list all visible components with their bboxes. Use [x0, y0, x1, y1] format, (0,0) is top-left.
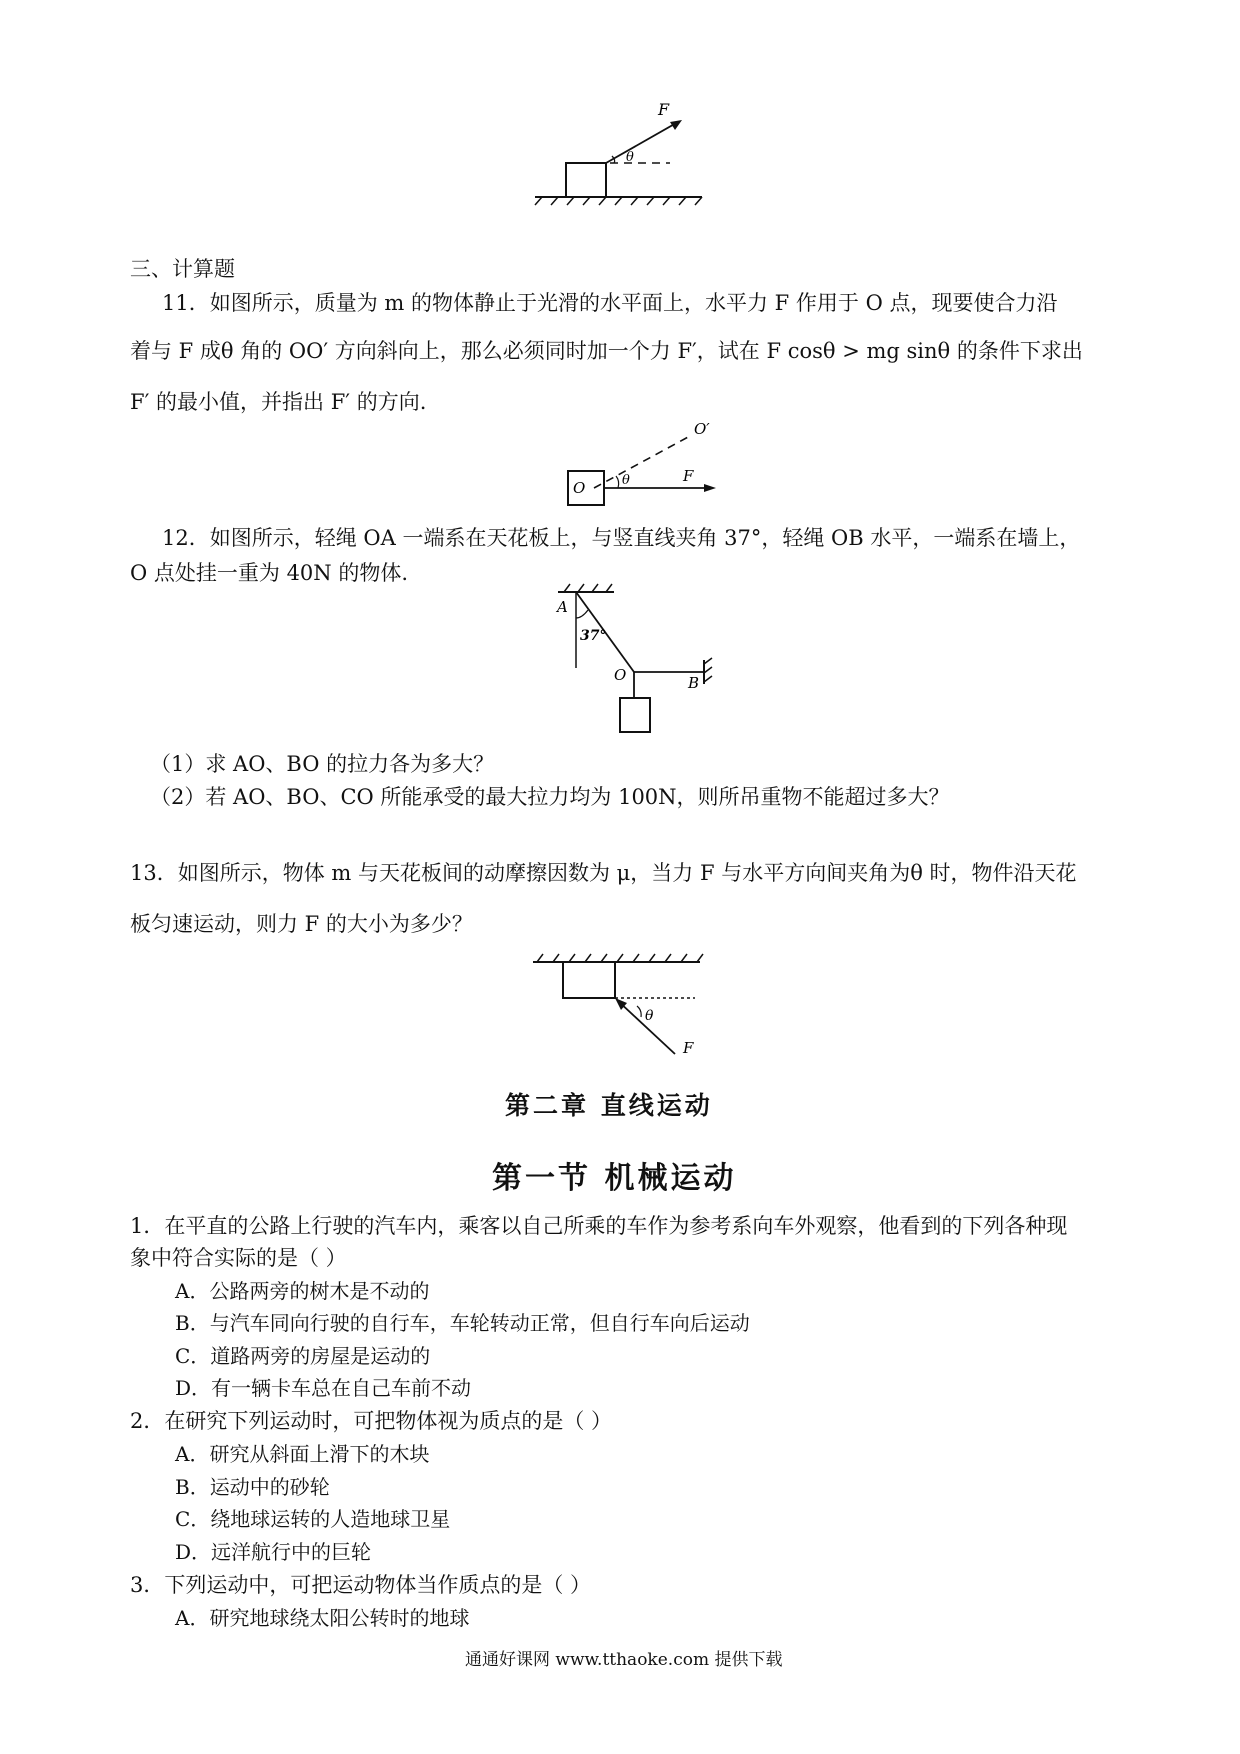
mc1-stem-line2: 象中符合实际的是（ ）	[130, 1246, 347, 1270]
mc2-option-b: B．运动中的砂轮	[175, 1475, 330, 1499]
mc1-option-b: B．与汽车同向行驶的自行车，车轮转动正常，但自行车向后运动	[175, 1311, 750, 1335]
label-angle: 37°	[580, 628, 607, 644]
label-f: F	[658, 100, 670, 119]
section-title-calculation: 三、计算题	[130, 257, 235, 281]
q13-line1: 13．如图所示，物体 m 与天花板间的动摩擦因数为 μ，当力 F 与水平方向间夹角为θ 时，物件沿天花	[130, 861, 1077, 885]
label-theta: θ	[622, 473, 630, 488]
mc1-option-d: D．有一辆卡车总在自己车前不动	[175, 1376, 472, 1400]
q12-line2: O 点处挂一重为 40N 的物体.	[130, 561, 409, 585]
q12-sub1: （1）求 AO、BO 的拉力各为多大？	[150, 752, 495, 776]
mc3-stem: 3．下列运动中，可把运动物体当作质点的是（ ）	[130, 1573, 592, 1597]
figure-q12	[550, 580, 730, 740]
q12-sub2: （2）若 AO、BO、CO 所能承受的最大拉力均为 100N，则所吊重物不能超过多大？	[150, 785, 950, 809]
chapter-title: 第二章 直线运动	[505, 1091, 713, 1120]
label-theta: θ	[645, 1008, 654, 1024]
label-f: F	[683, 467, 694, 485]
mc1-option-a: A．公路两旁的树木是不动的	[175, 1279, 430, 1303]
mc2-option-d: D．远洋航行中的巨轮	[175, 1540, 372, 1564]
q11-line3: F′ 的最小值，并指出 F′ 的方向.	[130, 390, 427, 414]
label-o: O	[614, 666, 627, 684]
mc2-option-c: C．绕地球运转的人造地球卫星	[175, 1507, 451, 1531]
figure-block-pulled	[530, 100, 710, 210]
label-f: F	[683, 1039, 694, 1057]
figure-q13	[525, 950, 705, 1060]
mc2-option-a: A．研究从斜面上滑下的木块	[175, 1442, 430, 1466]
mc2-stem: 2．在研究下列运动时，可把物体视为质点的是（ ）	[130, 1409, 613, 1433]
label-theta: θ	[626, 150, 634, 165]
q13-line2: 板匀速运动，则力 F 的大小为多少？	[130, 912, 473, 936]
q11-line2: 着与 F 成θ 角的 OO′ 方向斜向上，那么必须同时加一个力 F′，试在 F cosθ > mg sinθ 的条件下求出	[130, 339, 1083, 363]
label-b: B	[688, 674, 700, 692]
q11-line1: 11．如图所示，质量为 m 的物体静止于光滑的水平面上，水平力 F 作用于 O 点，现要使合力沿	[162, 291, 1058, 315]
label-o: O	[573, 479, 586, 497]
label-o-prime: O′	[694, 420, 710, 438]
label-a: A	[557, 598, 568, 616]
figure-q11	[560, 418, 730, 508]
mc3-option-a: A．研究地球绕太阳公转时的地球	[175, 1606, 470, 1630]
mc1-option-c: C．道路两旁的房屋是运动的	[175, 1344, 431, 1368]
footer-text: 通通好课网 www.tthaoke.com 提供下载	[465, 1650, 783, 1670]
section-title: 第一节 机械运动	[492, 1161, 737, 1196]
mc1-stem-line1: 1．在平直的公路上行驶的汽车内，乘客以自己所乘的车作为参考系向车外观察，他看到的下列各种现	[130, 1214, 1068, 1238]
q12-line1: 12．如图所示，轻绳 OA 一端系在天花板上，与竖直线夹角 37°，轻绳 OB 水平，一端系在墙上，	[162, 526, 1081, 550]
